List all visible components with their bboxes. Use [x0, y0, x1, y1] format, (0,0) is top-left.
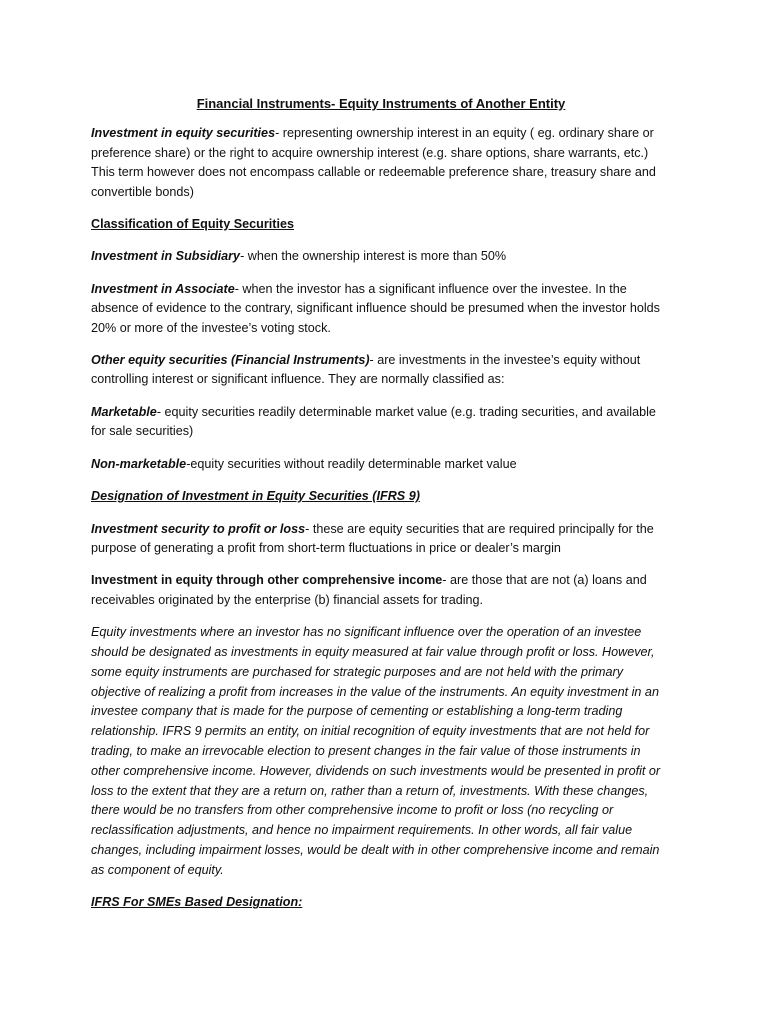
heading-classification	[91, 215, 671, 234]
heading-designation	[91, 487, 671, 506]
designation-heading-text: Designation of Investment in Equity Securities (IFRS 9)	[91, 489, 420, 504]
definition-profit-or-loss: - these are equity securities that are required principally for the purpose of generating a profit from short-term fluctuations in price or dealer’s margin	[91, 521, 654, 555]
definition-associate: - when the investor has a significant influence over the investee. In the absence of evidence to the contrary, significant influence should be presumed when the investor holds 20% or more of the investee’s voting stock.	[91, 281, 660, 335]
definition-subsidiary: - when the ownership interest is more than 50%	[240, 249, 507, 264]
paragraph-subsidiary	[91, 247, 671, 266]
term-associate: Investment in Associate	[91, 281, 235, 296]
heading-smes	[91, 893, 671, 912]
term-oci: Investment in equity through other comprehensive income	[91, 573, 443, 588]
definition-investment-equity-securities: - representing ownership interest in an equity ( eg. ordinary share or preference share) or the right to acquire ownership interest (e.g. share options, share warrants, etc.) This term however does not encompass callable or redeemable preference share, treasury share and convertible bonds)	[91, 126, 656, 199]
paragraph-marketable	[91, 403, 671, 442]
paragraph-non-marketable	[91, 455, 671, 474]
smes-heading-text: IFRS For SMEs Based Designation:	[91, 895, 303, 910]
definition-non-marketable: -equity securities without readily determinable market value	[186, 456, 517, 471]
term-marketable: Marketable	[91, 404, 157, 419]
definition-oci: - are those that are not (a) loans and receivables originated by the enterprise (b) financial assets for trading.	[91, 573, 647, 607]
term-non-marketable: Non-marketable	[91, 456, 187, 471]
classification-heading-text: Classification of Equity Securities	[91, 217, 294, 232]
definition-marketable: - equity securities readily determinable market value (e.g. trading securities, and available for sale securities)	[91, 404, 656, 439]
definition-other-equity: - are investments in the investee’s equity without controlling interest or significant influence. They are normally classified as:	[91, 353, 641, 387]
paragraph-investment-equity-securities	[91, 124, 671, 202]
term-investment-equity-securities: Investment in equity securities	[91, 126, 276, 141]
paragraph-equity-investments-explanation: Equity investments where an investor has no significant influence over the operation of an investee should be designated as investments in equity measured at fair value through profit or loss. However, some equity instruments are purchased for strategic purposes and are not held with the primary objective of realizing a profit from increases in the value of the instruments. An equity investment in an investee company that is made for the purpose of cementing or establishing a long-term trading relationship. IFRS 9 permits an entity, on initial recognition of equity investments that are not held for trading, to make an irrevocable election to present changes in the fair value of those instruments in other comprehensive income. However, dividends on such investments would be presented in profit or loss to the extent that they are a return on, rather than a return of, investments. With these changes, there would be no transfers from other comprehensive income to profit or loss (no recycling or reclassification adjustments, and hence no impairment requirements. In other words, all fair value changes, including impairment losses, would be dealt with in other comprehensive income and remain as component of equity.	[91, 625, 661, 877]
document-title: Financial Instruments- Equity Instruments of Another Entity	[196, 96, 566, 111]
paragraph-oci	[91, 571, 671, 610]
paragraph-associate	[91, 280, 671, 338]
paragraph-other-equity	[91, 351, 671, 390]
term-other-equity: Other equity securities (Financial Instruments)	[91, 353, 370, 368]
paragraph-profit-or-loss	[91, 520, 671, 559]
document-page	[91, 94, 671, 926]
term-profit-or-loss: Investment security to profit or loss	[91, 521, 306, 536]
term-subsidiary: Investment in Subsidiary	[91, 249, 241, 264]
